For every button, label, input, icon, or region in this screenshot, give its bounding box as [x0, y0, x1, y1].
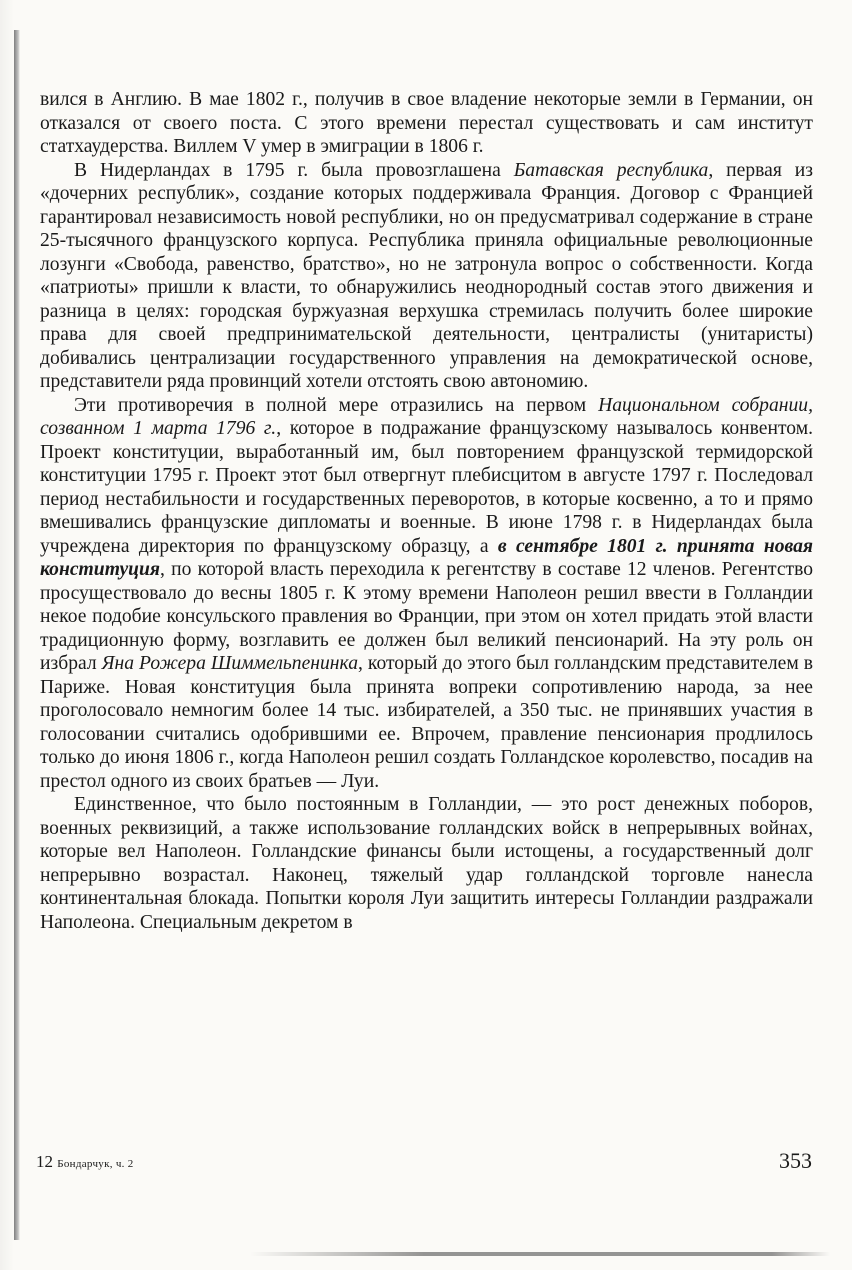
signature-mark — [36, 1152, 134, 1172]
text-segment: , по которой власть переходила к регентству в составе 12 членов. Регентство просуществовало до весны 1805 г. К этому времени Наполеон решил ввести в Голландии некое подобие консульского правления во Франции, при этом он хотел придать этой власти традиционную форму, возглавить ее должен был великий пенсионарий. На эту роль он избрал — [40, 559, 813, 674]
paragraph-4 — [40, 793, 813, 934]
text-segment: вился в Англию. В мае 1802 г., получив в свое владение некоторые земли в Германии, он отказался от своего поста. С этого времени перестал существовать и сам институт статхаудерства. Виллем V умер в эмиграции в 1806 г. — [40, 89, 813, 157]
text-segment: Единственное, что было постоянным в Голландии, — это рост денежных поборов, военных реквизиций, а также использование голландских войск в непрерывных войнах, которые вел Наполеон. Голландские финансы были истощены, а государственный долг непрерывно возрастал. Наконец, тяжелый удар голландской торговле нанесла континентальная блокада. Попытки короля Луи защитить интересы Голландии раздражали Наполеона. Специальным декретом в — [40, 794, 813, 933]
page-edge-shadow — [250, 1252, 830, 1256]
binding-gutter — [0, 0, 14, 1270]
text-segment: , который до этого был голландским представителем в Париже. Новая конституция была принята вопреки сопротивлению народа, за нее проголосовало немногим более 14 тыс. избирателей, а 350 тыс. не принявших участия в голосовании считались одобрившими ее. Впрочем, правление пенсионария продлилось только до июня 1806 г., когда Наполеон решил создать Голландское королевство, посадив на престол одного из своих братьев — Луи. — [40, 653, 814, 792]
text-segment: В Нидерландах в 1795 г. была провозглашена — [74, 159, 514, 181]
signature-number: 12 — [36, 1152, 53, 1171]
page-body-text — [40, 88, 813, 934]
text-segment: Батавская республика — [513, 159, 709, 181]
paragraph-1 — [40, 88, 813, 159]
page-number: 353 — [779, 1148, 812, 1173]
text-segment: Эти противоречия в полной мере отразились на первом — [74, 394, 599, 416]
paragraph-2 — [40, 159, 813, 394]
paragraph-3 — [40, 394, 813, 794]
binding-shadow — [14, 30, 20, 1240]
text-segment: , которое в подражание французскому называлось конвентом. Проект конституции, выработанный им, был повторением французской термидорской конституции 1795 г. Проект этот был отвергнут плебисцитом в августе 1797 г. Последовал период нестабильности и государственных переворотов, в которые косвенно, а то и прямо вмешивались французские дипломаты и военные. В июне 1798 г. в Нидерландах была учреждена директория по французскому образцу, а — [40, 418, 813, 557]
text-segment: Яна Рожера Шиммельпенинка — [101, 653, 359, 674]
text-segment: Национальном собрании, созванном 1 марта 1796 г. — [40, 394, 813, 439]
signature-text: Бондарчук, ч. 2 — [57, 1158, 134, 1170]
text-segment: в сентябре 1801 г. принята новая конституция — [40, 535, 813, 580]
text-segment: , первая из «дочерних республик», создание которых поддерживала Франция. Договор с Францией гарантировал независимость новой республики, но он предусматривал содержание в стране 25-тысячного французского корпуса. Республика приняла официальные революционные лозунги «Свобода, равенство, братство», но не затронула вопрос о собственности. Когда «патриоты» пришли к власти, то обнаружились неоднородный состав этого движения и разница в целях: городская буржуазная верхушка стремилась получить более широкие права для своей предпринимательской деятельности, централисты (унитаристы) добивались централизации государственного управления на демократической основе, представители ряда провинций хотели отстоять свою автономию. — [40, 159, 813, 392]
